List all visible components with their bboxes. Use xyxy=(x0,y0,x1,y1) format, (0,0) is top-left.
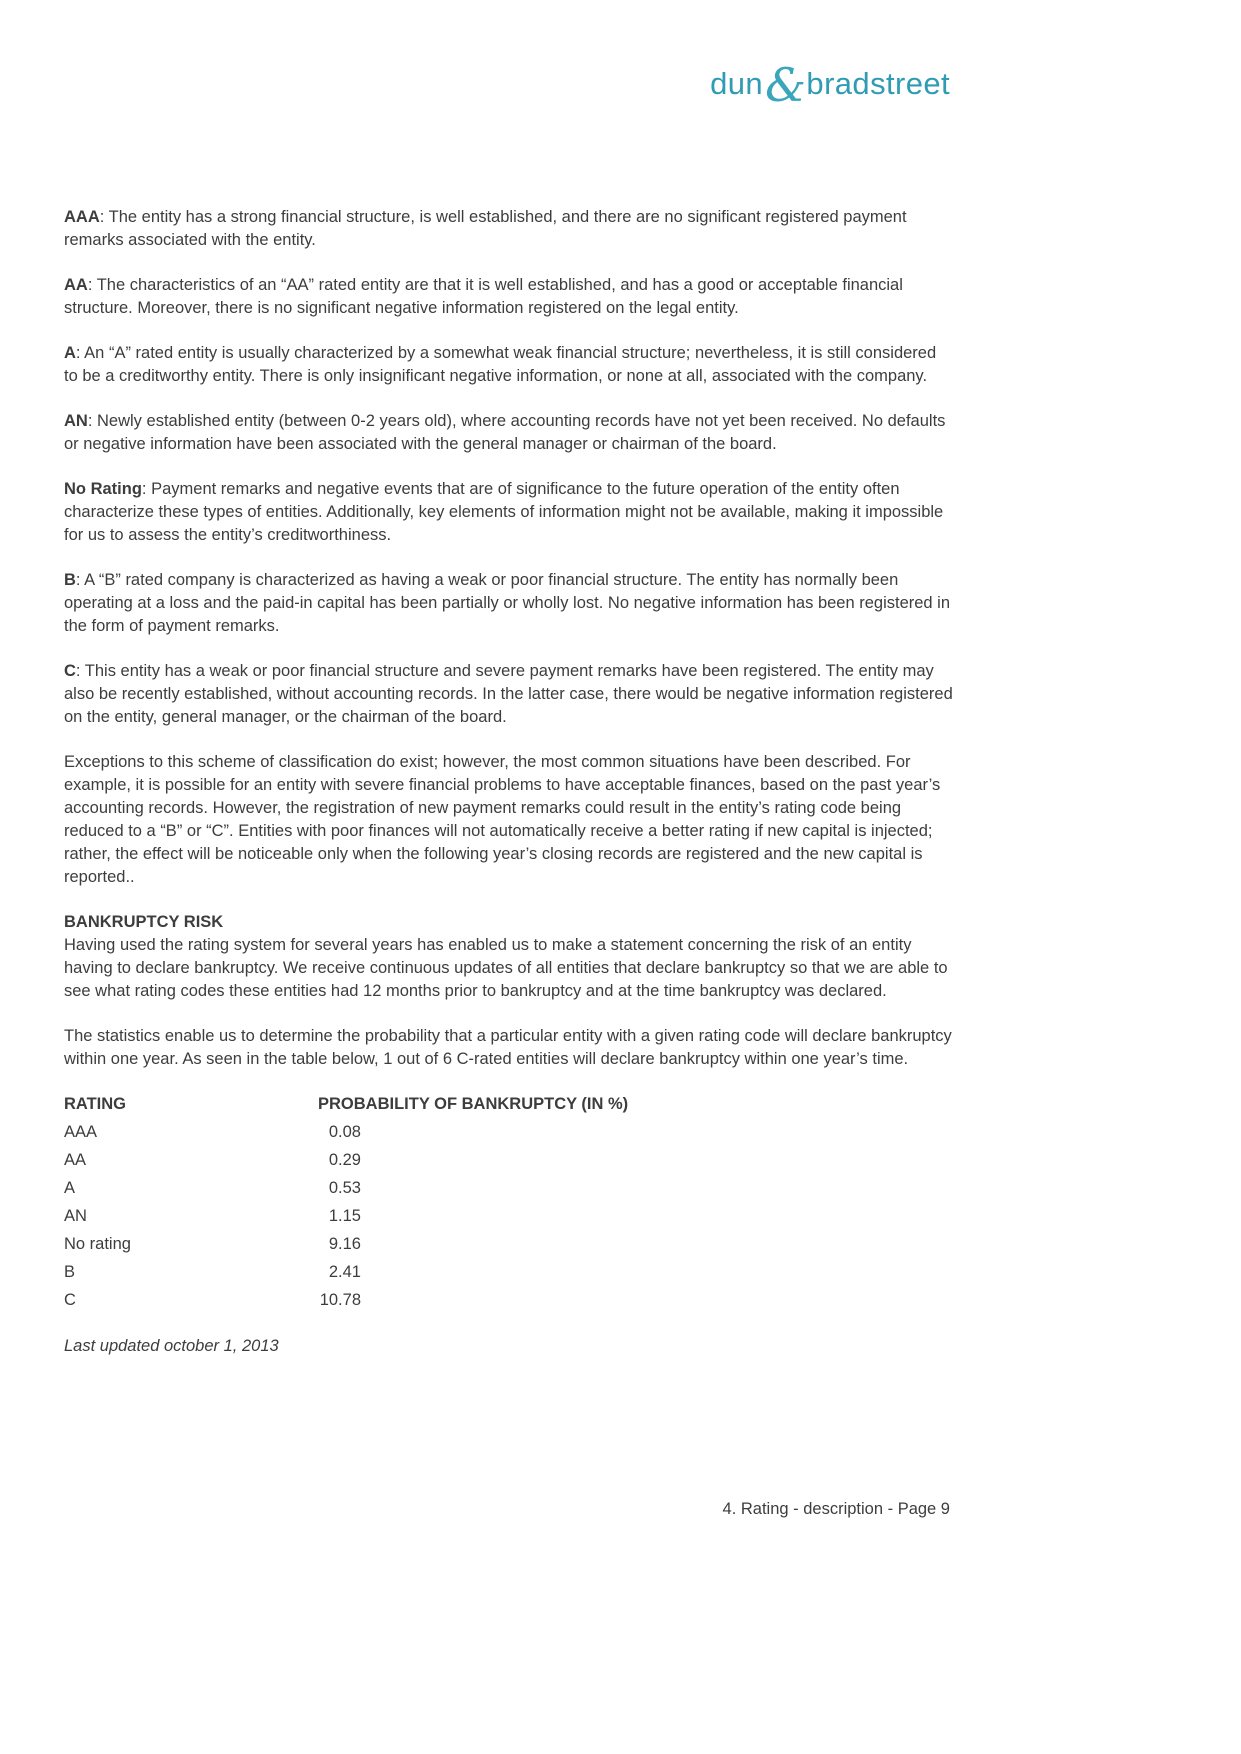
probability-cell: 0.53 xyxy=(328,1179,361,1197)
logo-text-bradstreet: bradstreet xyxy=(806,66,950,101)
rating-description-aa xyxy=(64,274,954,320)
rating-label-a: A xyxy=(64,344,76,362)
rating-text-no-rating: : Payment remarks and negative events that are of significance to the future operation of the entity often characterize these types of entities. Additionally, key elements of information might not be available, making it impossible for us to assess the entity’s creditworthiness. xyxy=(64,480,944,544)
probability-cell: 9.16 xyxy=(328,1235,361,1253)
bankruptcy-risk-paragraph-2: The statistics enable us to determine the probability that a particular entity with a given rating code will declare bankruptcy within one year. As seen in the table below, 1 out of 6 C-rated entities will declare bankruptcy within one year’s time. xyxy=(64,1027,952,1068)
rating-description-a xyxy=(64,342,954,388)
rating-text-aa: : The characteristics of an “AA” rated entity are that it is well established, and has a good or acceptable financial structure. Moreover, there is no significant negative information registered on the legal entity. xyxy=(64,276,903,317)
bankruptcy-risk-paragraph-1: Having used the rating system for several years has enabled us to make a statement concerning the risk of an entity having to declare bankruptcy. We receive continuous updates of all entities that declare bankruptcy so that we are able to see what rating codes these entities had 12 months prior to bankruptcy and at the time bankruptcy was declared. xyxy=(64,936,948,1000)
table-header-probability: PROBABILITY OF BANKRUPTCY (IN %) xyxy=(318,1095,629,1113)
rating-label-aa: AA xyxy=(64,276,88,294)
rating-cell: C xyxy=(64,1291,76,1309)
last-updated-note: Last updated october 1, 2013 xyxy=(64,1337,279,1355)
rating-cell: No rating xyxy=(64,1235,131,1253)
rating-cell: AN xyxy=(64,1207,87,1225)
probability-cell: 2.41 xyxy=(328,1263,361,1281)
rating-text-c: : This entity has a weak or poor financial structure and severe payment remarks have been registered. The entity may also be recently established, without accounting records. In the latter case, there would be negative information registered on the entity, general manager, or the chairman of the board. xyxy=(64,662,953,726)
logo-ampersand-icon: & xyxy=(765,58,807,112)
rating-cell: B xyxy=(64,1263,76,1281)
document-body xyxy=(64,206,954,1358)
rating-description-an xyxy=(64,410,954,456)
table-row xyxy=(64,1177,954,1205)
table-row xyxy=(64,1261,954,1289)
rating-label-b: B xyxy=(64,571,76,589)
logo-text-dun: dun xyxy=(710,66,764,101)
rating-cell: AAA xyxy=(64,1123,98,1141)
rating-text-b: : A “B” rated company is characterized as having a weak or poor financial structure. The entity has normally been operating at a loss and the paid-in capital has been partially or wholly lost. No negative information has been registered in the form of payment remarks. xyxy=(64,571,951,635)
rating-label-no-rating: No Rating xyxy=(64,480,142,498)
rating-cell: A xyxy=(64,1179,76,1197)
rating-text-aaa: : The entity has a strong financial structure, is well established, and there are no significant registered payment remarks associated with the entity. xyxy=(64,208,907,249)
exceptions-paragraph: Exceptions to this scheme of classification do exist; however, the most common situations have been described. For example, it is possible for an entity with severe financial problems to have acceptable finances, based on the past year’s accounting records. However, the registration of new payment remarks could result in the entity’s rating code being reduced to a “B” or “C”. Entities with poor finances will not automatically receive a better rating if new capital is injected; rather, the effect will be noticeable only when the following year’s closing records are registered and the new capital is reported.. xyxy=(64,753,941,886)
rating-label-aaa: AAA xyxy=(64,208,100,226)
page-footer: 4. Rating - description - Page 9 xyxy=(722,1500,950,1518)
probability-cell: 1.15 xyxy=(328,1207,361,1225)
table-row xyxy=(64,1149,954,1177)
rating-text-an: : Newly established entity (between 0-2 years old), where accounting records have not yet been received. No defaults or negative information have been associated with the general manager or chairman of the board. xyxy=(64,412,946,453)
bankruptcy-probability-table xyxy=(64,1093,954,1317)
table-row xyxy=(64,1205,954,1233)
rating-label-c: C xyxy=(64,662,76,680)
rating-description-no-rating xyxy=(64,478,954,547)
probability-cell: 0.08 xyxy=(328,1123,361,1141)
rating-description-c xyxy=(64,660,954,729)
probability-cell: 0.29 xyxy=(328,1151,361,1169)
dun-bradstreet-logo xyxy=(64,58,950,112)
rating-description-b xyxy=(64,569,954,638)
table-row xyxy=(64,1121,954,1149)
table-header-row xyxy=(64,1093,954,1121)
probability-cell: 10.78 xyxy=(319,1291,361,1309)
rating-description-aaa xyxy=(64,206,954,252)
bankruptcy-risk-heading: BANKRUPTCY RISK xyxy=(64,913,224,931)
table-header-rating: RATING xyxy=(64,1095,127,1113)
rating-text-a: : An “A” rated entity is usually characterized by a somewhat weak financial structure; nevertheless, it is still considered to be a creditworthy entity. There is only insignificant negative information, or none at all, associated with the company. xyxy=(64,344,937,385)
rating-label-an: AN xyxy=(64,412,88,430)
table-row xyxy=(64,1289,954,1317)
rating-cell: AA xyxy=(64,1151,87,1169)
table-row xyxy=(64,1233,954,1261)
